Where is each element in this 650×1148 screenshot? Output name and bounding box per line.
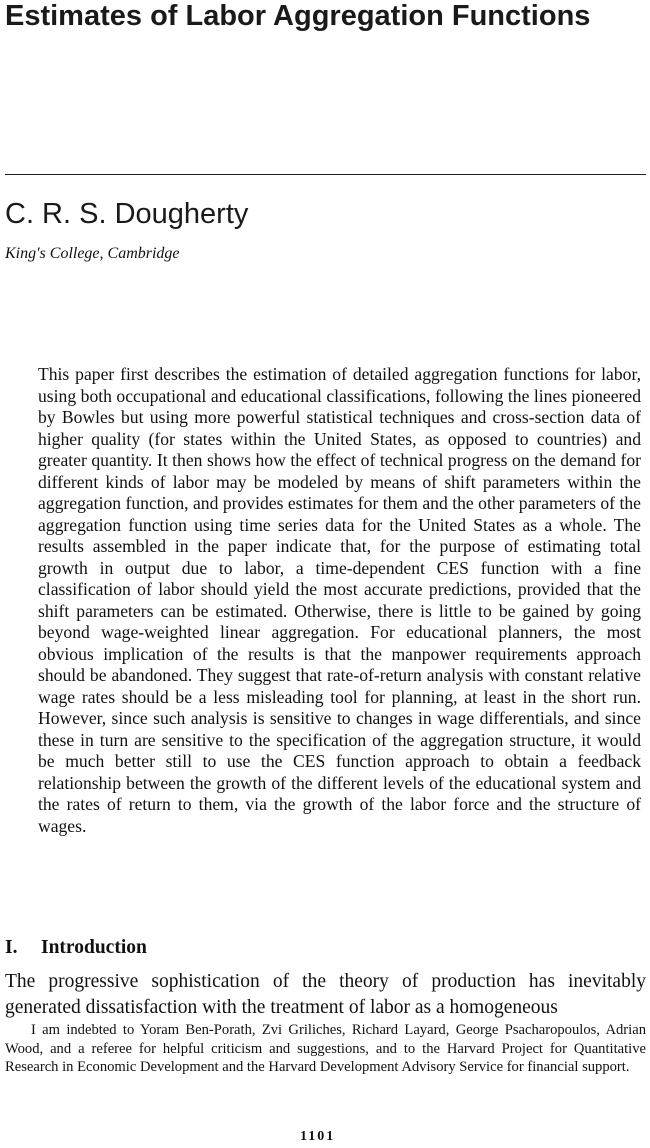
section-title: Introduction [41, 937, 147, 958]
paper-title: Estimates of Labor Aggregation Functions [5, 0, 591, 32]
intro-paragraph: The progressive sophistication of the theory of production has inevitably generated dissatisfaction with the treatment of labor as a homogeneous [5, 971, 646, 1018]
page-number: 1101 [300, 1129, 336, 1144]
section-number: I. [5, 937, 18, 958]
section-heading [5, 936, 147, 960]
author-affiliation: King's College, Cambridge [5, 245, 180, 262]
acknowledgement-footnote: I am indebted to Yoram Ben-Porath, Zvi Griliches, Richard Layard, George Psacharopoulos, Adrian Wood, and a referee for helpful criticism and suggestions, and to the Harvard Project for Quantitative Research in Economic Development and the Harvard Development Advisory Service for financial support. [5, 1022, 646, 1075]
title-divider [5, 174, 646, 175]
abstract: This paper first describes the estimation of detailed aggregation functions for labor, using both occupational and educational classifications, following the lines pioneered by Bowles but using more powerful statistical techniques and cross-section data of higher quality (for states within the United States, as opposed to countries) and greater quantity. It then shows how the effect of technical progress on the demand for different kinds of labor may be modeled by means of shift parameters within the aggregation function, and provides estimates for them and the other parameters of the aggregation function using time series data for the United States as a whole. The results assembled in the paper indicate that, for the purpose of estimating total growth in output due to labor, a time-dependent CES function with a fine classification of labor should yield the most accurate predictions, provided that the shift parameters can be estimated. Otherwise, there is little to be gained by going beyond wage-weighted linear aggregation. For educational planners, the most obvious implication of the results is that the manpower requirements approach should be abandoned. They suggest that rate-of-return analysis with constant relative wage rates should be a less misleading tool for planning, at least in the short run. However, since such analysis is sensitive to changes in wage differentials, and since these in turn are sensitive to the specification of the aggregation structure, it would be much better still to use the CES function approach to obtain a feedback relationship between the growth of the different levels of the educational system and the rates of return to them, via the growth of the labor force and the structure of wages. [38, 364, 641, 836]
author-name: C. R. S. Dougherty [5, 198, 249, 230]
